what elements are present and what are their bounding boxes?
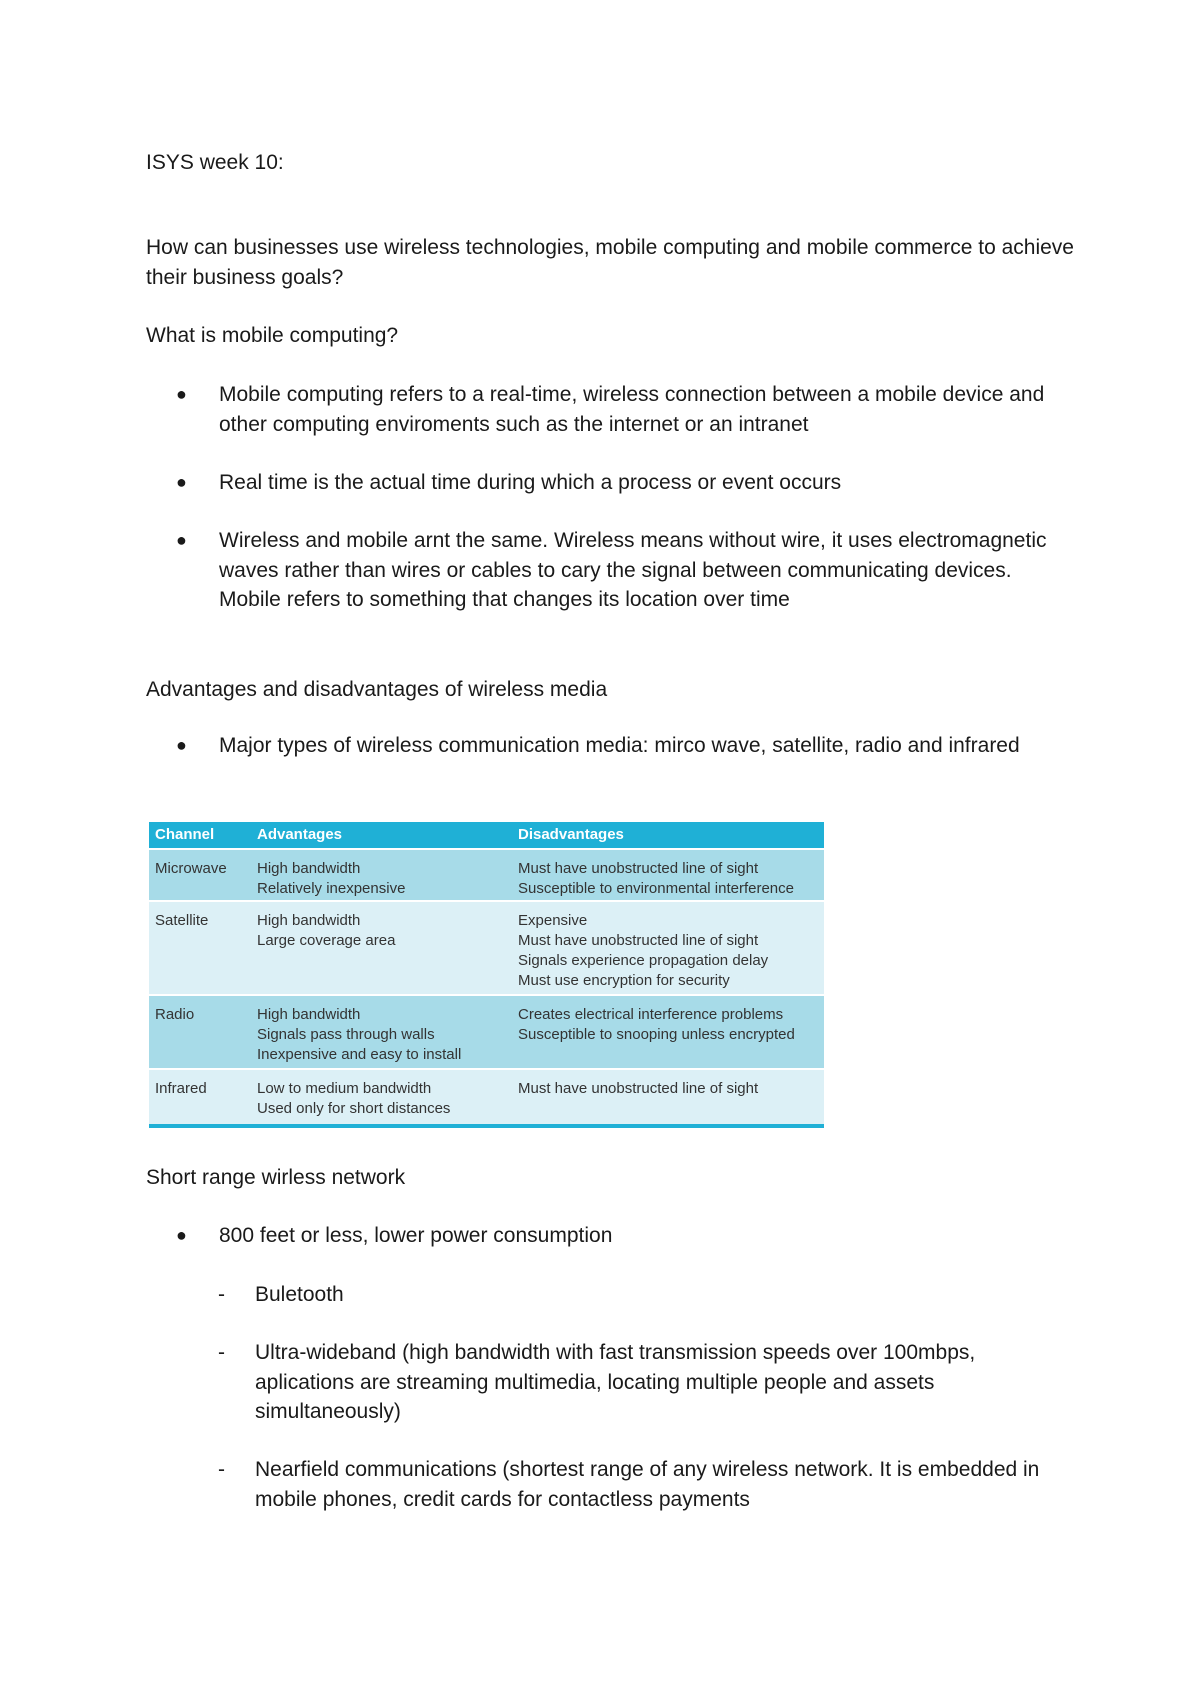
bullet-text: Real time is the actual time during which a process or event occurs (219, 471, 842, 494)
heading-advantages: Advantages and disadvantages of wireless media (146, 678, 608, 701)
bullet-text: Mobile computing refers to a real-time, wireless connection between a mobile device and other computing enviroments such as the internet or an intranet (219, 383, 1045, 436)
channel-cell: Microwave (155, 860, 227, 877)
table-row (149, 1068, 824, 1124)
disadvantages-cell: Expensive Must have unobstructed line of sight Signals experience propagation delay Must use encryption for security (518, 912, 769, 989)
disadvantages-cell: Must have unobstructed line of sight (518, 1080, 759, 1097)
dash-icon: - (218, 1458, 225, 1481)
wireless-media-table (149, 822, 824, 1128)
bullet-icon: ● (176, 384, 187, 404)
header-disadvantages: Disadvantages (518, 826, 624, 843)
table-row (149, 994, 824, 1068)
channel-cell: Radio (155, 1006, 195, 1023)
dash-text: Buletooth (255, 1283, 344, 1306)
bullet-text: Major types of wireless communication media: mirco wave, satellite, radio and infrared (219, 734, 1020, 757)
bullet-text: Wireless and mobile arnt the same. Wireless means without wire, it uses electromagnetic waves rather than wires or cables to cary the signal between communicating devices. Mobile refers to something that changes its location over time (219, 529, 1047, 611)
bullet-icon: ● (176, 472, 187, 492)
bullet-icon: ● (176, 1225, 187, 1245)
table-row (149, 900, 824, 994)
table-header-row (149, 822, 824, 848)
channel-cell: Infrared (155, 1080, 207, 1097)
dash-text: Ultra-wideband (high bandwidth with fast transmission speeds over 100mbps, aplications are streaming multimedia, locating multiple people and assets simultaneously) (255, 1341, 976, 1423)
bullet-text: 800 feet or less, lower power consumption (219, 1224, 613, 1247)
bullet-icon: ● (176, 530, 187, 550)
dash-icon: - (218, 1283, 225, 1306)
advantages-cell: High bandwidth Relatively inexpensive (257, 860, 406, 897)
heading-mobile-computing: What is mobile computing? (146, 324, 399, 347)
disadvantages-cell: Must have unobstructed line of sight Susceptible to environmental interference (518, 860, 794, 897)
channel-cell: Satellite (155, 912, 209, 929)
dash-icon: - (218, 1341, 225, 1364)
disadvantages-cell: Creates electrical interference problems Susceptible to snooping unless encrypted (518, 1006, 795, 1043)
intro-question: How can businesses use wireless technologies, mobile computing and mobile commerce to achieve their business goals? (146, 236, 1074, 289)
bullet-icon: ● (176, 735, 187, 755)
dash-text: Nearfield communications (shortest range of any wireless network. It is embedded in mobile phones, credit cards for contactless payments (255, 1458, 1040, 1511)
advantages-cell: High bandwidth Large coverage area (257, 912, 396, 949)
page-title: ISYS week 10: (146, 151, 284, 174)
advantages-cell: High bandwidth Signals pass through walls Inexpensive and easy to install (257, 1006, 462, 1063)
heading-short-range: Short range wirless network (146, 1166, 406, 1189)
header-channel: Channel (155, 826, 215, 843)
advantages-cell: Low to medium bandwidth Used only for short distances (257, 1080, 451, 1117)
header-advantages: Advantages (257, 826, 343, 843)
table-row (149, 848, 824, 900)
